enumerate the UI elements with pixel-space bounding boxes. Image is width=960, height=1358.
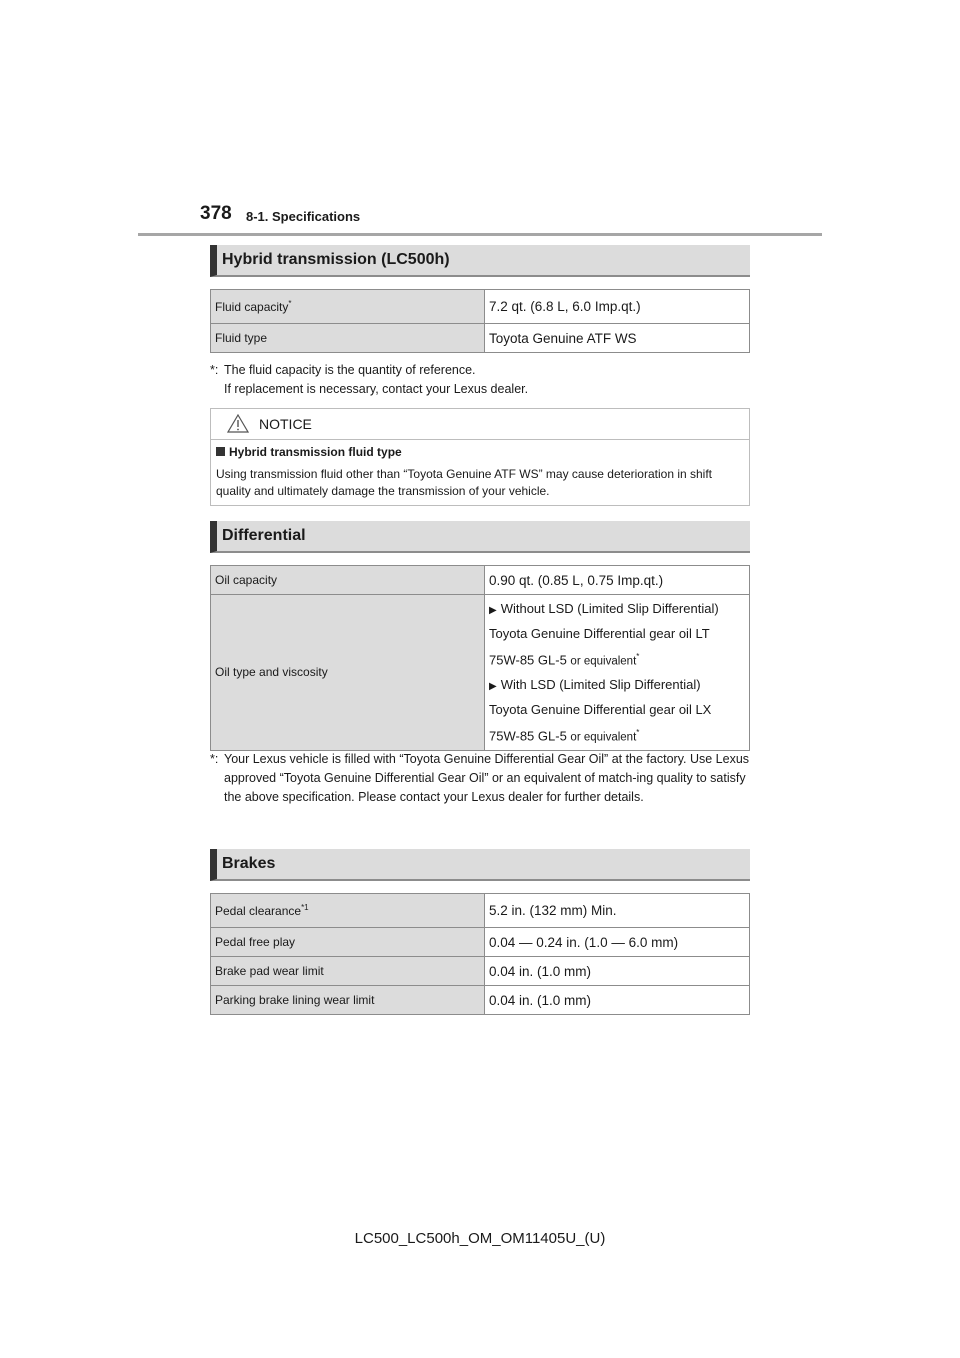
table-row (211, 928, 750, 957)
hybrid-footnote (210, 361, 755, 399)
spec-key: Fluid type (211, 324, 485, 353)
brakes-spec-table (210, 893, 750, 1015)
spec-value: 7.2 qt. (6.8 L, 6.0 Imp.qt.) (485, 290, 750, 324)
oil-grade: 75W-85 GL-5 or equivalent* (489, 728, 640, 744)
differential-footnote (210, 750, 755, 807)
footnote-mark: *: (210, 752, 219, 766)
triangle-bullet-icon: ▶ (489, 605, 497, 616)
oil-grade: 75W-85 GL-5 or equivalent* (489, 652, 640, 668)
oil-name: Toyota Genuine Differential gear oil LT (489, 626, 710, 641)
table-row (211, 566, 750, 595)
section-heading-differential (210, 521, 750, 553)
option-heading: ▶ Without LSD (Limited Slip Differential) (489, 601, 719, 616)
warning-triangle-icon (227, 414, 249, 433)
table-row (211, 957, 750, 986)
section-heading-hybrid-transmission (210, 245, 750, 277)
heading-text: Hybrid transmission (LC500h) (222, 251, 450, 268)
table-row (211, 595, 750, 751)
spec-key: Oil capacity (211, 566, 485, 595)
page-number: 378 (200, 203, 232, 224)
section-title: 8-1. Specifications (246, 209, 361, 224)
spec-value: 0.04 in. (1.0 mm) (485, 986, 750, 1015)
notice-text: Using transmission fluid other than “Toyota Genuine ATF WS” may cause deterioration in shift quality and ultimately damage the transmission of your vehicle. (216, 467, 713, 498)
notice-subheading: Hybrid transmission fluid type (216, 445, 402, 459)
spec-key: Pedal clearance$^{*1}$ (211, 894, 485, 928)
footnote-text: Your Lexus vehicle is filled with “Toyota Genuine Differential Gear Oil” at the factory. Use Lexus approved “Toyota Genuine Differential Gear Oil” or an equivalent of match-ing quality to satisfy the above specification. Please contact your Lexus dealer for further details. (224, 752, 750, 804)
table-row (211, 894, 750, 928)
spec-value (485, 595, 750, 751)
notice-label: NOTICE (259, 416, 312, 432)
hybrid-spec-table (210, 289, 750, 353)
footnote-mark: *: (210, 363, 219, 377)
square-bullet-icon (216, 447, 225, 456)
triangle-bullet-icon: ▶ (489, 681, 497, 693)
table-row (211, 986, 750, 1015)
spec-key: Parking brake lining wear limit (211, 986, 485, 1015)
oil-name: Toyota Genuine Differential gear oil LX (489, 702, 712, 718)
spec-value: 0.04 in. (1.0 mm) (485, 957, 750, 986)
heading-text: Brakes (222, 855, 276, 872)
table-row (211, 290, 750, 324)
spec-value: 5.2 in. (132 mm) Min. (485, 894, 750, 928)
option-heading: ▶ With LSD (Limited Slip Differential) (489, 677, 701, 693)
spec-key: Oil type and viscosity (211, 595, 485, 751)
spec-value: 0.90 qt. (0.85 L, 0.75 Imp.qt.) (485, 566, 750, 595)
document-code: LC500_LC500h_OM_OM11405U_(U) (354, 1230, 606, 1247)
footnote-line: The fluid capacity is the quantity of reference. (224, 363, 476, 377)
spec-key: Fluid capacity* (211, 290, 485, 324)
section-heading-brakes (210, 849, 750, 881)
notice-header (211, 409, 749, 440)
notice-box (210, 408, 750, 506)
spec-value: Toyota Genuine ATF WS (485, 324, 750, 353)
header-rule (138, 233, 822, 236)
spec-key: Brake pad wear limit (211, 957, 485, 986)
spec-key: Pedal free play (211, 928, 485, 957)
heading-text: Differential (222, 527, 306, 544)
differential-spec-table (210, 565, 750, 751)
footnote-line: If replacement is necessary, contact your Lexus dealer. (224, 382, 529, 396)
spec-value: 0.04 — 0.24 in. (1.0 — 6.0 mm) (485, 928, 750, 957)
table-row (211, 324, 750, 353)
